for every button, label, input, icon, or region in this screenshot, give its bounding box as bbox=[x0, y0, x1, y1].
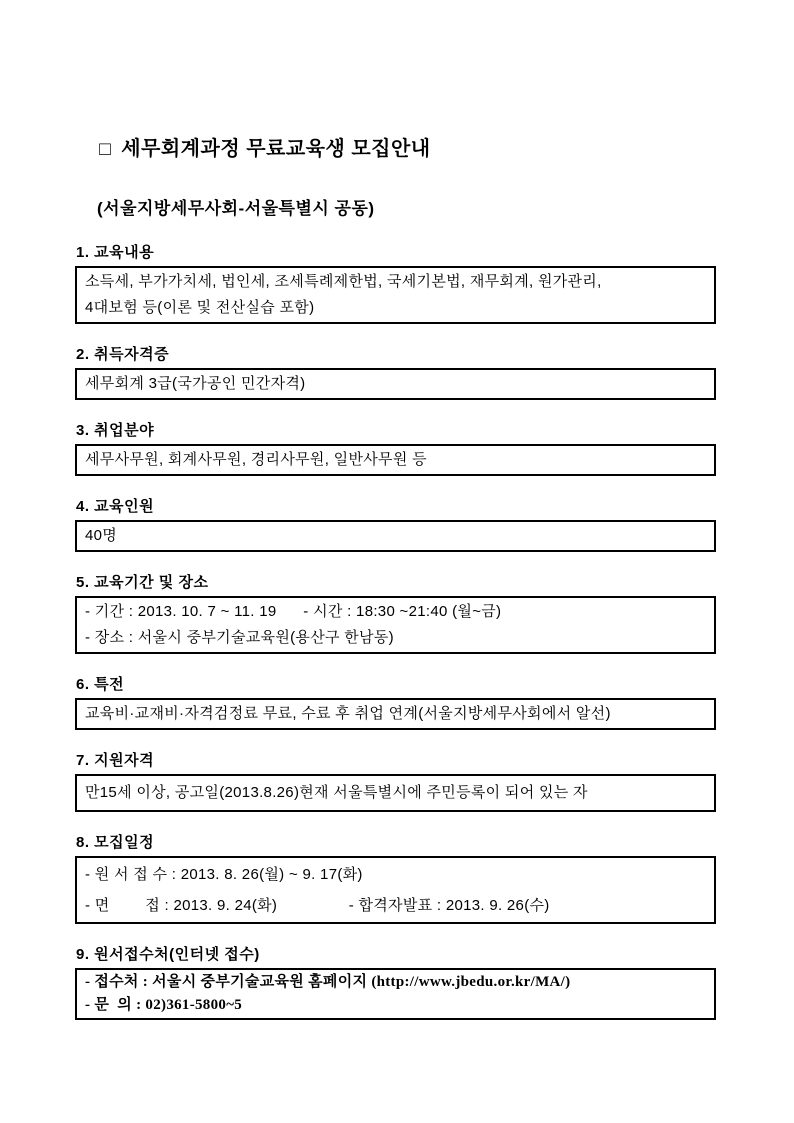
section-8-heading: 8. 모집일정 bbox=[76, 834, 155, 851]
page-subtitle: (서울지방세무사회-서울특별시 공동) bbox=[97, 199, 375, 218]
section-5-line-2: - 장소 : 서울시 중부기술교육원(용산구 한남동) bbox=[85, 629, 394, 646]
section-9-line-2: - 문 의 : 02)361-5800~5 bbox=[85, 997, 243, 1013]
page-title-text: 세무회계과정 무료교육생 모집안내 bbox=[121, 138, 431, 160]
section-8-line-2: - 면 접 : 2013. 9. 24(화) - 합격자발표 : 2013. 9. 26(수) bbox=[85, 897, 550, 914]
section-certificate bbox=[75, 345, 718, 400]
section-9-heading: 9. 원서접수처(인터넷 접수) bbox=[76, 946, 260, 963]
section-period-and-place bbox=[75, 573, 718, 654]
section-9-box bbox=[75, 968, 716, 1020]
section-4-heading: 4. 교육인원 bbox=[76, 498, 155, 515]
section-2-line-1: 세무회계 3급(국가공인 민간자격) bbox=[85, 375, 306, 392]
section-4-line-1: 40명 bbox=[85, 527, 118, 544]
section-6-heading: 6. 특전 bbox=[76, 676, 125, 693]
section-7-line-1: 만15세 이상, 공고일(2013.8.26)현재 서울특별시에 주민등록이 되어 있는 자 bbox=[85, 784, 588, 801]
section-7-box bbox=[75, 774, 716, 812]
page-title bbox=[75, 110, 718, 189]
section-benefits bbox=[75, 675, 718, 730]
section-2-box bbox=[75, 368, 716, 400]
section-6-box bbox=[75, 698, 716, 730]
section-1-box bbox=[75, 266, 716, 324]
section-3-box bbox=[75, 444, 716, 476]
section-education-content bbox=[75, 243, 718, 324]
section-employment-field bbox=[75, 421, 718, 476]
section-6-line-1: 교육비·교재비·자격검정료 무료, 수료 후 취업 연계(서울지방세무사회에서 알선) bbox=[85, 705, 611, 722]
section-1-line-2: 4대보험 등(이론 및 전산실습 포함) bbox=[85, 299, 315, 316]
section-8-box bbox=[75, 856, 716, 924]
section-5-line-1: - 기간 : 2013. 10. 7 ~ 11. 19 - 시간 : 18:30 ~21:40 (월~금) bbox=[85, 603, 502, 620]
section-3-line-1: 세무사무원, 회계사무원, 경리사무원, 일반사무원 등 bbox=[85, 451, 427, 468]
section-trainee-count bbox=[75, 497, 718, 552]
section-eligibility bbox=[75, 751, 718, 812]
section-5-box bbox=[75, 596, 716, 654]
section-8-line-1: - 원 서 접 수 : 2013. 8. 26(월) ~ 9. 17(화) bbox=[85, 866, 363, 883]
sections-container bbox=[75, 243, 718, 1020]
section-recruitment-schedule bbox=[75, 833, 718, 924]
section-1-heading: 1. 교육내용 bbox=[76, 244, 155, 261]
section-1-line-1: 소득세, 부가가치세, 법인세, 조세특례제한법, 국세기본법, 재무회계, 원가관리, bbox=[85, 273, 602, 290]
section-7-heading: 7. 지원자격 bbox=[76, 752, 155, 769]
section-5-heading: 5. 교육기간 및 장소 bbox=[76, 574, 209, 591]
section-3-heading: 3. 취업분야 bbox=[76, 422, 155, 439]
square-bullet-icon: □ bbox=[99, 139, 112, 160]
section-9-line-1: - 접수처 : 서울시 중부기술교육원 홈페이지 (http://www.jbedu.or.kr/MA/) bbox=[85, 974, 571, 990]
section-2-heading: 2. 취득자격증 bbox=[76, 346, 170, 363]
section-4-box bbox=[75, 520, 716, 552]
section-application-office bbox=[75, 945, 718, 1020]
